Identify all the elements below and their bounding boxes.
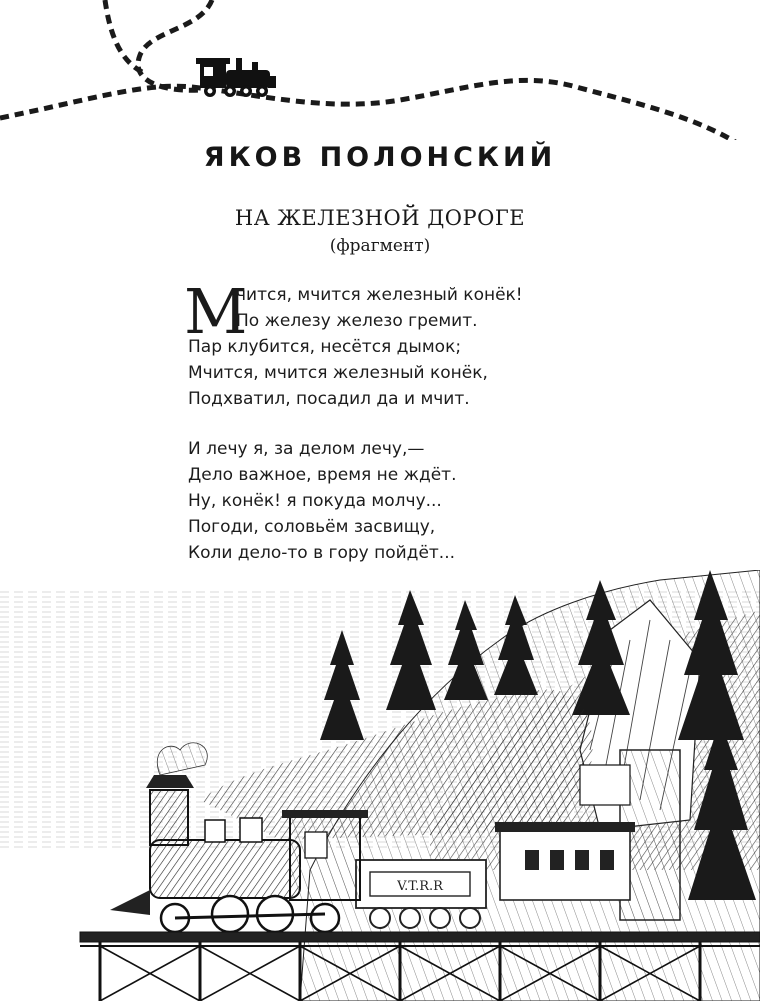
poem-line: По железу железо гремит. <box>236 311 478 331</box>
author-name: ЯКОВ ПОЛОНСКИЙ <box>203 142 557 173</box>
poem-line: Ну, конёк! я покуда молчу... <box>188 491 442 511</box>
stanza <box>188 282 628 412</box>
poem-subtitle: (фрагмент) <box>329 236 431 256</box>
tender-sign: V.T.R.R <box>397 879 443 894</box>
poem-line: Дело важное, время не ждёт. <box>188 465 457 485</box>
poem-line: чится, мчится железный конёк! <box>236 285 523 305</box>
passenger-car <box>495 822 635 900</box>
poem-body <box>184 275 628 590</box>
poem-line: Подхватил, посадил да и мчит. <box>188 389 470 409</box>
railway-header-decoration <box>0 0 760 140</box>
drop-cap: М <box>184 275 248 348</box>
poem-title: НА ЖЕЛЕЗНОЙ ДОРОГЕ <box>234 206 526 230</box>
poem-line: Коли дело-то в гору пойдёт... <box>188 543 456 563</box>
poem-line: Погоди, соловьём засвищу, <box>188 517 436 537</box>
train-illustration <box>0 570 760 1001</box>
stanza <box>188 436 628 566</box>
poem-line: Пар клубится, несётся дымок; <box>188 337 462 357</box>
poem-line: Мчится, мчится железный конёк, <box>188 363 488 383</box>
poem-line: И лечу я, за делом лечу,— <box>188 439 425 459</box>
locomotive-icon <box>196 58 276 97</box>
